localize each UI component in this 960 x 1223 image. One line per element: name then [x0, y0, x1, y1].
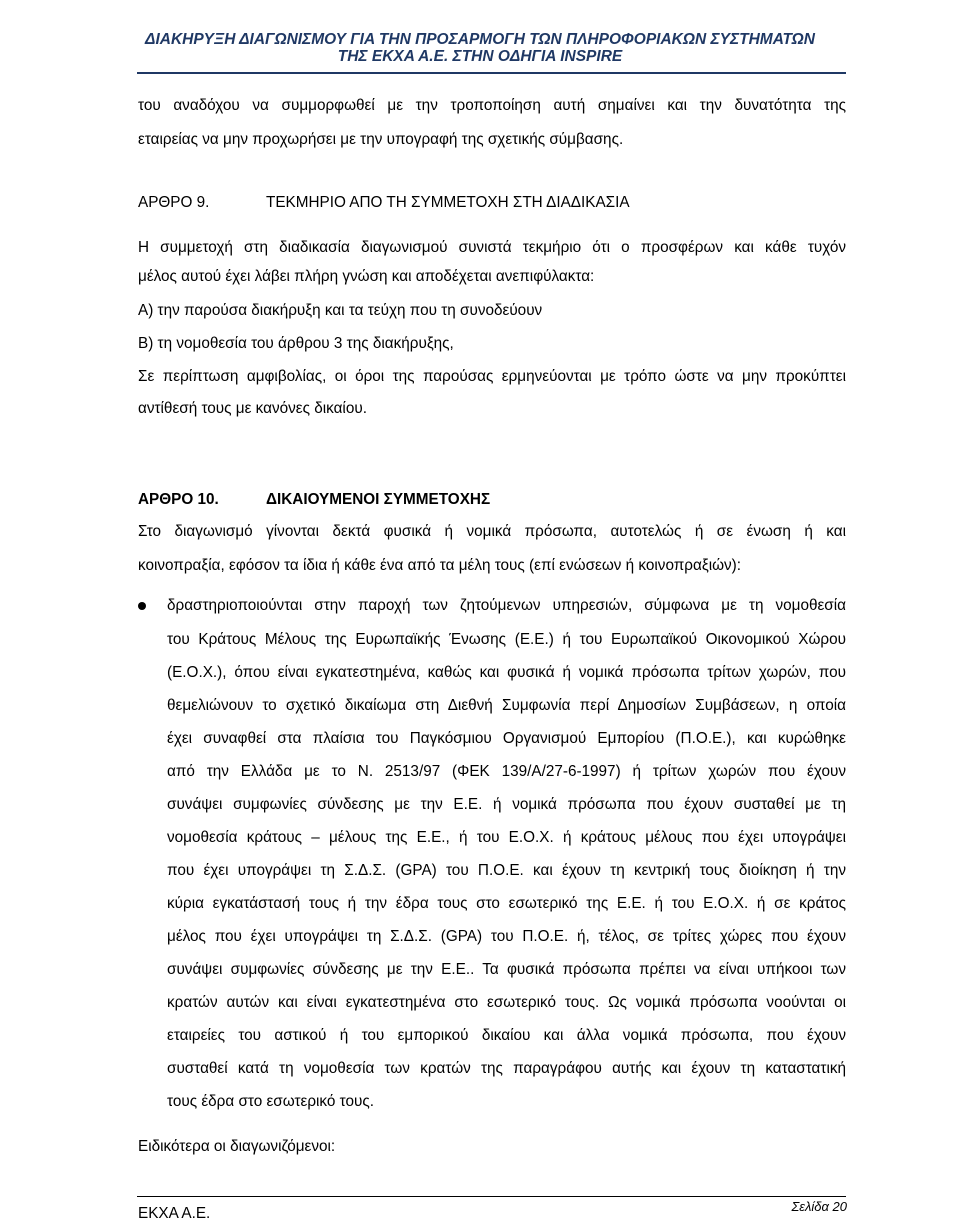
footer-company: ΕΚΧΑ Α.Ε.	[138, 1205, 211, 1222]
bullet-line: έχει συναφθεί στα πλαίσια του Παγκόσμιου Οργανισμού Εμπορίου (Π.Ο.Ε.), και κυρώθηκε	[167, 730, 846, 747]
intro-line: του αναδόχου να συμμορφωθεί με την τροποποίηση αυτή σημαίνει και την δυνατότητα της	[138, 97, 846, 114]
bullet-line: δραστηριοποιούνται στην παροχή των ζητούμενων υπηρεσιών, σύμφωνα με τη νομοθεσία	[167, 597, 846, 614]
bullet-line: εταιρείες του αστικού ή του εμπορικού δικαίου και άλλα νομικά πρόσωπα, που έχουν	[167, 1027, 846, 1044]
header-title-line2: ΤΗΣ ΕΚΧΑ Α.Ε. ΣΤΗΝ ΟΔΗΓΙΑ INSPIRE	[337, 48, 623, 65]
bullet-line: συνάψει συμφωνίες σύνδεσης με την Ε.Ε.. Τα φυσικά πρόσωπα πρέπει να είναι υπήκοοι των	[167, 961, 846, 978]
header-title-line1: ΔΙΑΚΗΡΥΞΗ ΔΙΑΓΩΝΙΣΜΟΥ ΓΙΑ ΤΗΝ ΠΡΟΣΑΡΜΟΓΗ ΤΩΝ ΠΛΗΡΟΦΟΡΙΑΚΩΝ ΣΥΣΤΗΜΑΤΩΝ	[145, 31, 815, 48]
bullet-line: τους έδρα στο εσωτερικό τους.	[167, 1093, 374, 1110]
article-9-line: Σε περίπτωση αμφιβολίας, οι όροι της παρούσας ερμηνεύονται με τρόπο ώστε να μην προκύπτει	[138, 368, 846, 385]
article-title: ΤΕΚΜΗΡΙΟ ΑΠΟ ΤΗ ΣΥΜΜΕΤΟΧΗ ΣΤΗ ΔΙΑΔΙΚΑΣΙΑ	[266, 194, 630, 211]
article-9-line: μέλος αυτού έχει λάβει πλήρη γνώση και αποδέχεται ανεπιφύλακτα:	[138, 268, 595, 285]
bullet-line: που έχει υπογράψει τη Σ.Δ.Σ. (GPA) του Π.Ο.Ε. και έχουν τη κεντρική τους διοίκηση ή την	[167, 862, 846, 879]
bullet-line: του Κράτους Μέλους της Ευρωπαϊκής Ένωσης (Ε.Ε.) ή του Ευρωπαϊκού Οικονομικού Χώρου	[167, 631, 846, 648]
intro-line: εταιρείας να μην προχωρήσει με την υπογραφή της σχετικής σύμβασης.	[138, 131, 624, 148]
article-10-intro-line: κοινοπραξία, εφόσον τα ίδια ή κάθε ένα από τα μέλη τους (επί ενώσεων ή κοινοπραξιών):	[138, 557, 742, 574]
bullet-icon	[138, 602, 146, 610]
bullet-line: κρατών αυτών και είναι εγκατεστημένα στο εσωτερικό τους. Ως νομικά πρόσωπα νοούνται οι	[167, 994, 846, 1011]
bullet-line: (Ε.Ο.Χ.), όπου είναι εγκατεστημένα, καθώς και φυσικά ή νομικά πρόσωπα τρίτων χωρών, που	[167, 664, 846, 681]
header-rule	[137, 72, 846, 74]
article-10-intro-line: Στο διαγωνισμό γίνονται δεκτά φυσικά ή νομικά πρόσωπα, αυτοτελώς ή σε ένωση ή και	[138, 523, 846, 540]
bullet-line: από την Ελλάδα με το Ν. 2513/97 (ΦΕΚ 139/Α/27-6-1997) ή τρίτων χωρών που έχουν	[167, 763, 846, 780]
bullet-line: κύρια εγκατάστασή τους ή την έδρα τους στο εσωτερικό της Ε.Ε. ή του Ε.Ο.Χ. ή σε κράτος	[167, 895, 846, 912]
footer-rule	[137, 1196, 846, 1197]
article-title: ΔΙΚΑΙΟΥΜΕΝΟΙ ΣΥΜΜΕΤΟΧΗΣ	[266, 491, 491, 508]
article-9-line: Α) την παρούσα διακήρυξη και τα τεύχη που τη συνοδεύουν	[138, 302, 543, 319]
bullet-line: θεμελιώνουν το σχετικό δικαίωμα στη Διεθνή Συμφωνία περί Δημοσίων Συμβάσεων, η οποία	[167, 697, 846, 714]
page-number: Σελίδα 20	[791, 1199, 847, 1214]
article-number: ΑΡΘΡΟ 9.	[138, 194, 210, 211]
article-9-line: Β) τη νομοθεσία του άρθρου 3 της διακήρυξης,	[138, 335, 454, 352]
closing-line: Ειδικότερα οι διαγωνιζόμενοι:	[138, 1138, 336, 1155]
article-9-line: αντίθεσή τους με κανόνες δικαίου.	[138, 400, 367, 417]
article-number: ΑΡΘΡΟ 10.	[138, 491, 219, 508]
article-9-line: Η συμμετοχή στη διαδικασία διαγωνισμού συνιστά τεκμήριο ότι ο προσφέρων και κάθε τυχόν	[138, 239, 846, 256]
bullet-line: μέλος που έχει υπογράψει τη Σ.Δ.Σ. (GPA) του Π.Ο.Ε. ή, τέλος, σε τρίτες χώρες που έχουν	[167, 928, 846, 945]
bullet-line: νομοθεσία κράτους – μέλους της Ε.Ε., ή του Ε.Ο.Χ. ή κράτους μέλους που έχει υπογράψει	[167, 829, 846, 846]
bullet-line: συσταθεί κατά τη νομοθεσία των κρατών της παραγράφου αυτής και έχουν τη καταστατική	[167, 1060, 846, 1077]
bullet-line: συνάψει συμφωνίες σύνδεσης με την Ε.Ε. ή νομικά πρόσωπα που έχουν συσταθεί με τη	[167, 796, 846, 813]
